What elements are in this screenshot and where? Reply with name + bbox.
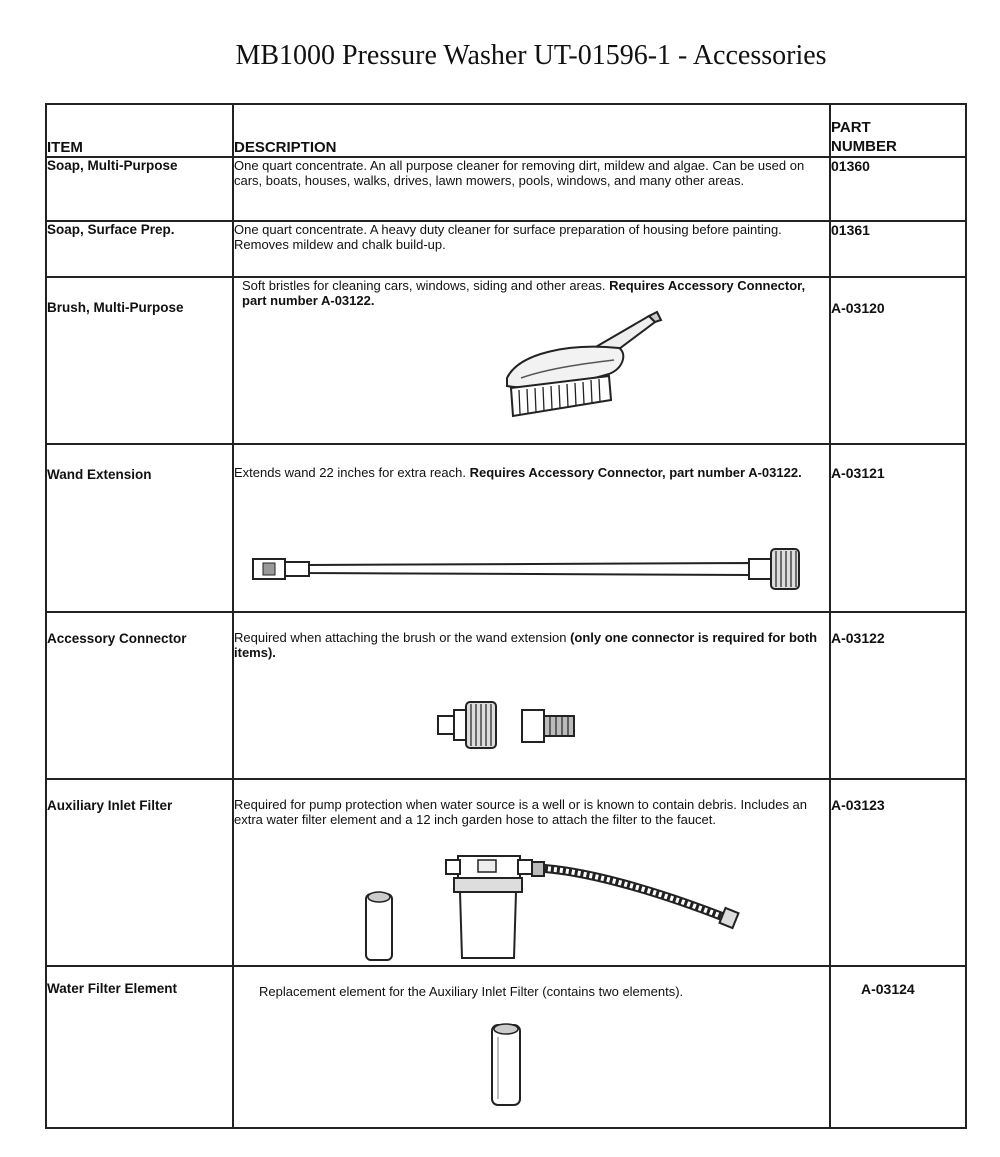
item-name: Soap, Surface Prep.	[46, 221, 233, 277]
brush-illustration	[499, 308, 669, 428]
table-row	[46, 444, 966, 612]
item-name: Auxiliary Inlet Filter	[46, 779, 233, 966]
table-row	[46, 966, 966, 1128]
header-description: DESCRIPTION	[233, 104, 830, 157]
description-requirement: (only one connector is required for both items).	[234, 630, 818, 660]
part-number: A-03124	[830, 966, 966, 1128]
item-description	[233, 779, 830, 966]
description-requirement: Requires Accessory Connector, part number A-03122.	[469, 465, 802, 480]
item-name: Soap, Multi-Purpose	[46, 157, 233, 221]
table-row	[46, 612, 966, 779]
description-text: Soft bristles for cleaning cars, windows, siding and other areas.	[242, 278, 606, 293]
header-part-line1: PART	[831, 119, 871, 136]
item-name: Water Filter Element	[46, 966, 233, 1128]
description-text: Required when attaching the brush or the wand extension	[234, 630, 567, 645]
header-part-number	[830, 104, 966, 157]
description-text: Extends wand 22 inches for extra reach.	[234, 465, 466, 480]
item-description	[233, 277, 830, 444]
part-number: 01360	[830, 157, 966, 221]
item-description	[233, 444, 830, 612]
page-title: MB1000 Pressure Washer UT-01596-1 - Accessories	[235, 40, 827, 71]
header-part-line2: NUMBER	[831, 138, 897, 155]
header-item: ITEM	[46, 104, 233, 157]
table-row	[46, 779, 966, 966]
item-name: Accessory Connector	[46, 612, 233, 779]
water-filter-element-illustration	[486, 1019, 526, 1109]
item-name: Brush, Multi-Purpose	[46, 277, 233, 444]
item-description	[233, 612, 830, 779]
description-text: Replacement element for the Auxiliary Inlet Filter (contains two elements).	[259, 984, 684, 999]
table-row	[46, 221, 966, 277]
part-number: A-03123	[830, 779, 966, 966]
description-requirement: Requires Accessory Connector, part number A-03122.	[242, 278, 806, 308]
description-text: Required for pump protection when water source is a well or is known to contain debris. Includes an extra water filter element and a 12 inch garden hose to attach the filter to the faucet.	[234, 797, 808, 827]
part-number: A-03120	[830, 277, 966, 444]
part-number: 01361	[830, 221, 966, 277]
table-row	[46, 277, 966, 444]
accessory-connector-illustration	[434, 698, 594, 753]
item-description: One quart concentrate. A heavy duty cleaner for surface preparation of housing before painting. Removes mildew and chalk build-up.	[233, 221, 830, 277]
item-description	[233, 966, 830, 1128]
item-name: Wand Extension	[46, 444, 233, 612]
auxiliary-filter-illustration	[354, 850, 754, 965]
part-number: A-03122	[830, 612, 966, 779]
header-row	[46, 104, 966, 157]
accessories-table	[45, 103, 967, 1129]
wand-extension-illustration	[249, 545, 819, 595]
item-description: One quart concentrate. An all purpose cleaner for removing dirt, mildew and algae. Can be used on cars, boats, houses, walks, drives, lawn mowers, pools, windows, and many other areas.	[233, 157, 830, 221]
part-number: A-03121	[830, 444, 966, 612]
table-row	[46, 157, 966, 221]
